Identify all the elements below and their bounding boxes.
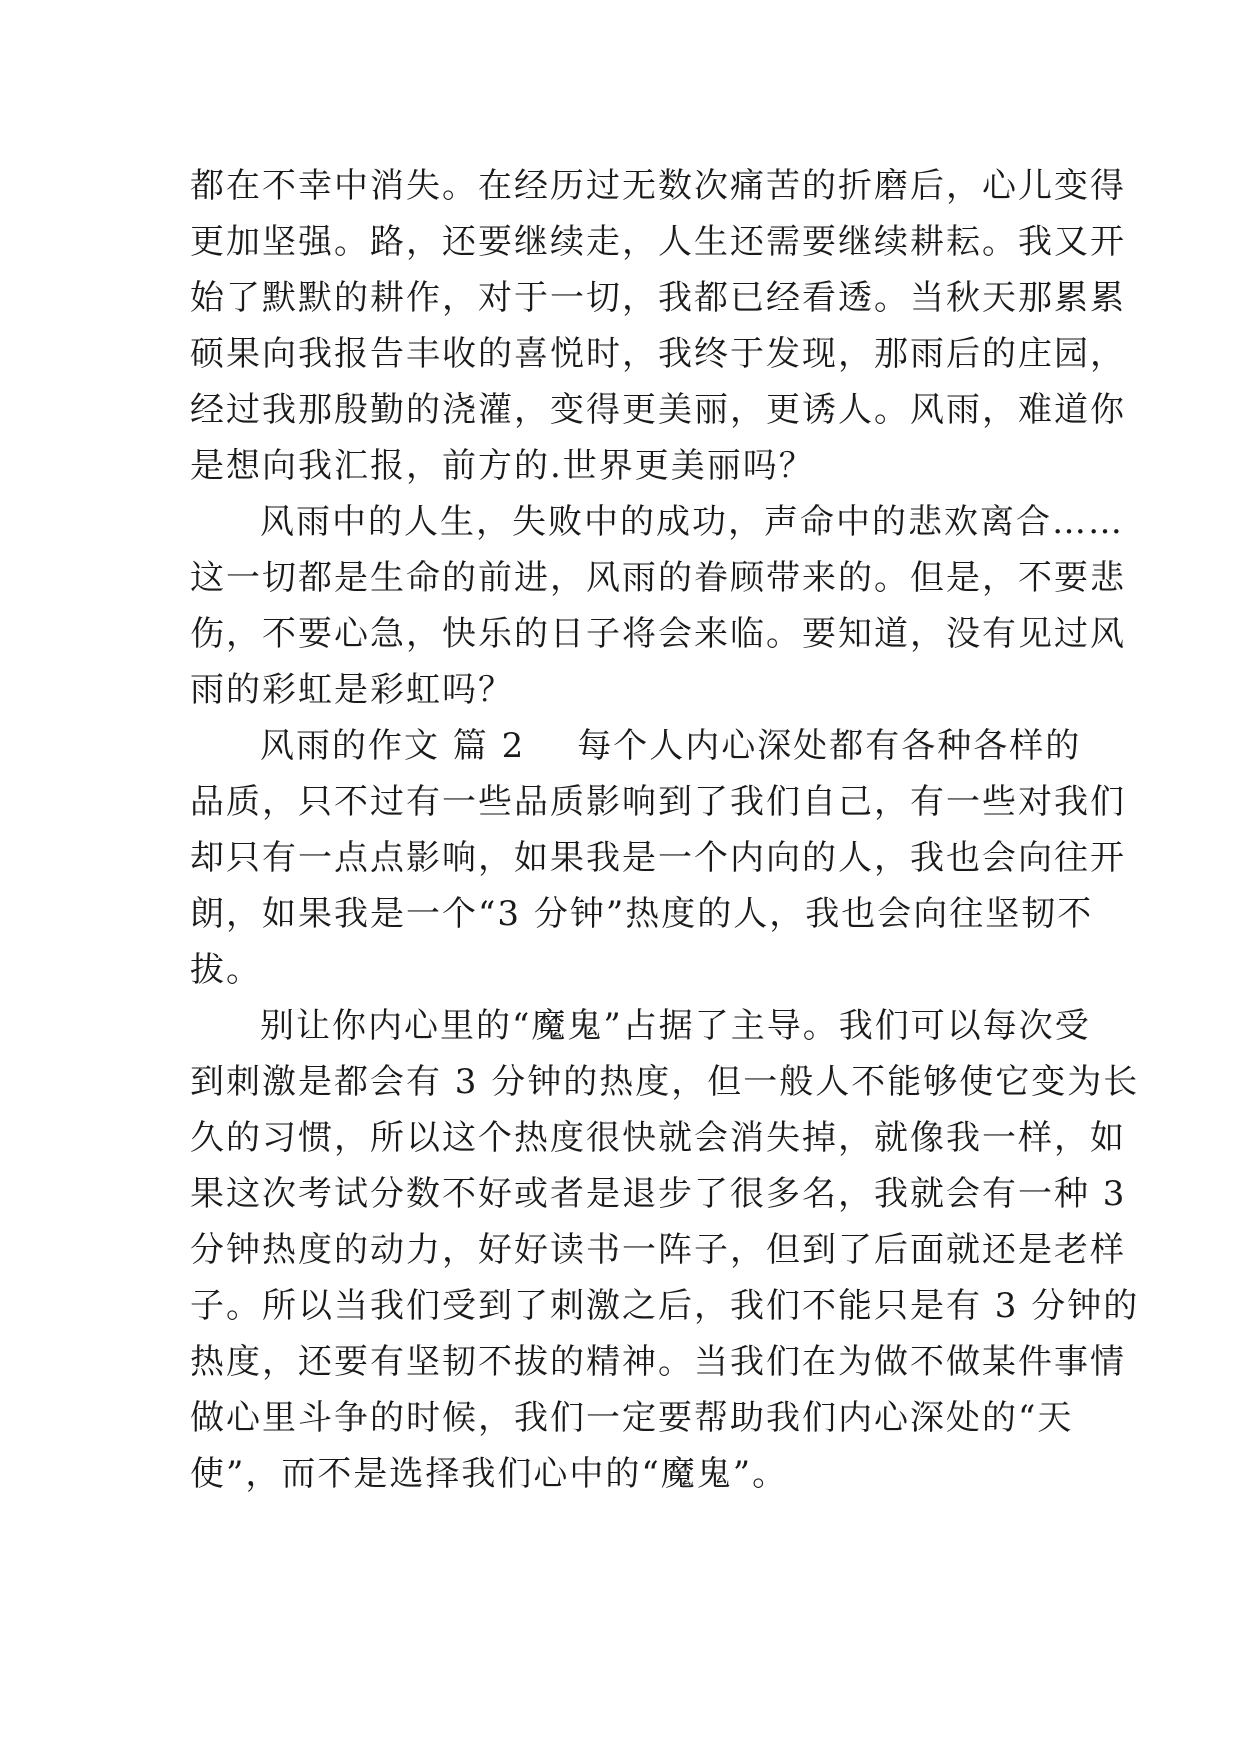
text-line: 伤，不要心急，快乐的日子将会来临。要知道，没有见过风 [190,614,1126,654]
essay-body [190,158,1140,1502]
text-line: 都在不幸中消失。在经历过无数次痛苦的折磨后，心儿变得 [190,166,1126,206]
text-line: 品质，只不过有一些品质影响到了我们自己，有一些对我们 [190,782,1126,822]
text-line: 子。所以当我们受到了刺激之后，我们不能只是有 3 分钟的 [190,1286,1140,1326]
text-line: 风雨中的人生，失败中的成功，声命中的悲欢离合…… [260,502,1124,542]
paragraph [190,718,1126,998]
text-line: 热度，还要有坚韧不拔的精神。当我们在为做不做某件事情 [190,1342,1126,1382]
text-line: 到刺激是都会有 3 分钟的热度，但一般人不能够使它变为长 [190,1062,1140,1102]
paragraph [190,158,1126,494]
text-line: 果这次考试分数不好或者是退步了很多名，我就会有一种 3 [190,1174,1127,1214]
text-line: 这一切都是生命的前进，风雨的眷顾带来的。但是，不要悲 [190,558,1126,598]
text-line: 却只有一点点影响，如果我是一个内向的人，我也会向往开 [190,838,1126,878]
text-line: 拔。 [190,950,262,990]
section-heading: 风雨的作文 篇 2 [260,726,526,766]
text-line: 做心里斗争的时候，我们一定要帮助我们内心深处的“天 [190,1398,1074,1438]
text-line: 久的习惯，所以这个热度很快就会消失掉，就像我一样，如 [190,1118,1126,1158]
text-line: 雨的彩虹是彩虹吗？ [190,670,514,710]
text-line: 分钟热度的动力，好好读书一阵子，但到了后面就还是老样 [190,1230,1126,1270]
text-line: 使”，而不是选择我们心中的“魔鬼”。 [190,1454,789,1494]
text-line: 始了默默的耕作，对于一切，我都已经看透。当秋天那累累 [190,278,1126,318]
text-line: 经过我那殷勤的浇灌，变得更美丽，更诱人。风雨，难道你 [190,390,1126,430]
text-line [190,718,1082,774]
text-line: 别让你内心里的“魔鬼”占据了主导。我们可以每次受 [260,1006,1091,1046]
paragraph [190,494,1126,718]
text-line: 是想向我汇报，前方的.世界更美丽吗？ [190,446,815,486]
paragraph [190,998,1140,1502]
text-line: 朗，如果我是一个“3 分钟”热度的人，我也会向往坚韧不 [190,894,1094,934]
text-fragment: 每个人内心深处都有各种各样的 [577,726,1082,766]
text-line: 更加坚强。路，还要继续走，人生还需要继续耕耘。我又开 [190,222,1126,262]
text-line: 硕果向我报告丰收的喜悦时，我终于发现，那雨后的庄园， [190,334,1126,374]
